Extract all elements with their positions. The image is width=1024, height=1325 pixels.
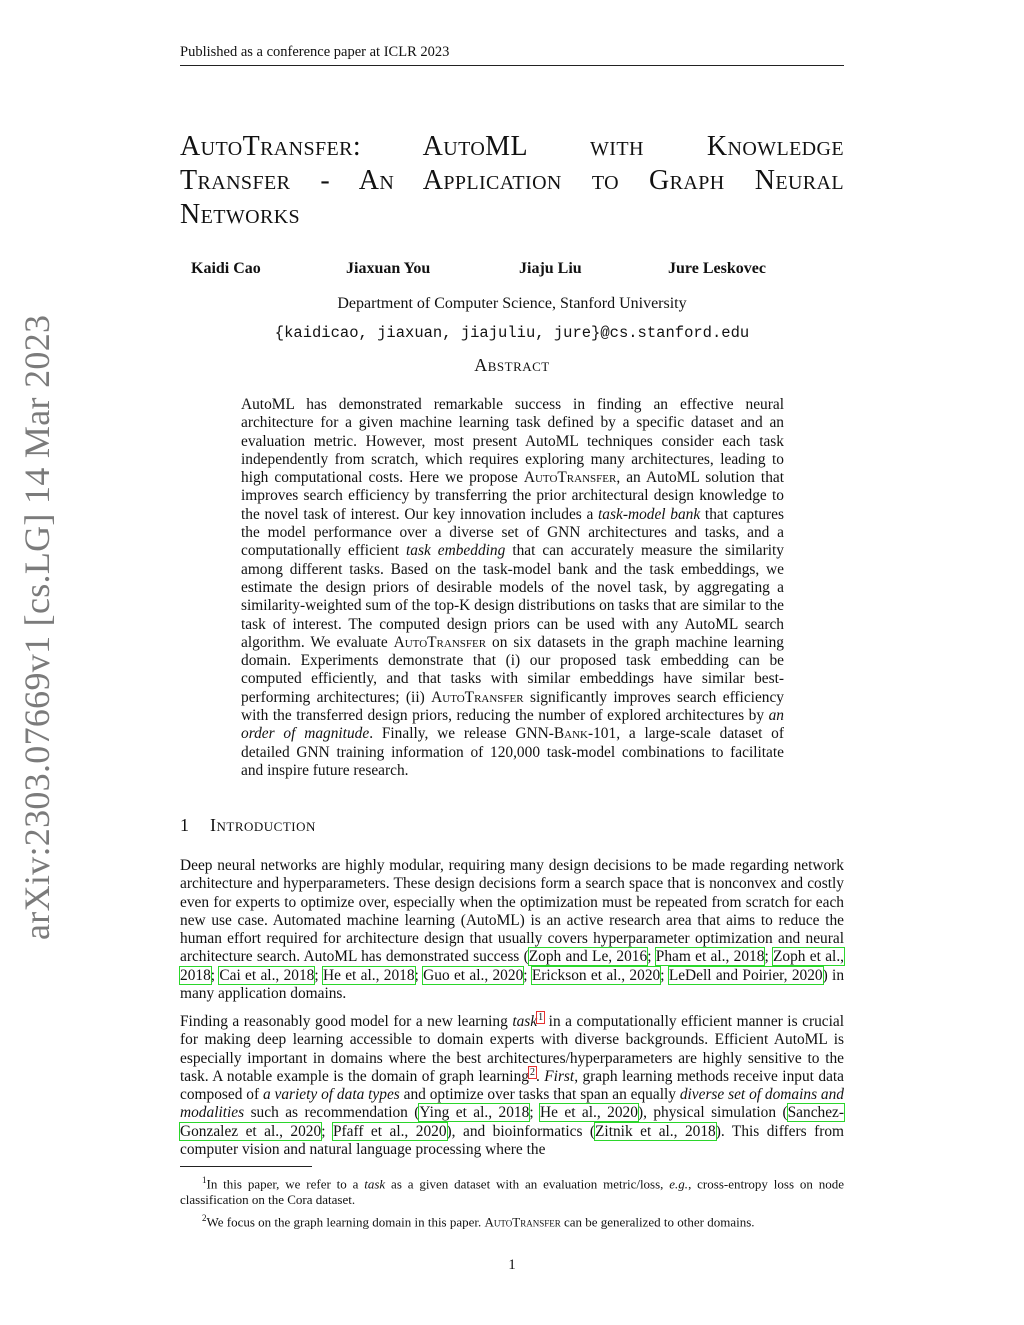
author-name: Jure Leskovec	[668, 260, 766, 277]
title-line-3: Networks	[180, 199, 301, 230]
footnote-ref[interactable]: 2	[529, 1066, 535, 1078]
footnote-divider	[180, 1166, 312, 1167]
abstract-heading: Abstract	[474, 355, 550, 375]
footnotes	[180, 1172, 844, 1233]
citation-link[interactable]: He et al., 2018	[322, 966, 415, 984]
citation-link[interactable]: Zitnik et al., 2018	[595, 1122, 716, 1140]
footnote-ref[interactable]: 1	[538, 1011, 544, 1023]
citation-link[interactable]: Pfaff et al., 2020	[332, 1122, 447, 1140]
citation-link[interactable]: Zoph and Le, 2016	[528, 948, 648, 966]
author-name: Jiaju Liu	[519, 260, 582, 277]
citation-link[interactable]: Cai et al., 2018	[219, 966, 315, 984]
section-heading-introduction	[180, 815, 316, 836]
title-line-2: Transfer - An Application to Graph Neural	[180, 165, 844, 196]
paper-title	[180, 130, 844, 232]
intro-paragraph-1: Deep neural networks are highly modular, requiring many design decisions to be made regarding network architecture and hyperparameters. These design decisions form a search space that is nonconvex and costly even for experts to optimize over, especially when the optimization must be repeated from scratch for each new use case. Automated machine learning (AutoML) is an active research area that aims to reduce the human effort required for architecture design that usually covers hyperparameter optimization and neural architecture search. AutoML has demonstrated success (Zoph and Le, 2016; Pham et al., 2018; Zoph et al., 2018; Cai et al., 2018; He et al., 2018; Guo et al., 2020; Erickson et al., 2020; LeDell and Poirier, 2020) in many application domains.	[180, 857, 845, 1003]
section-number: 1	[180, 815, 189, 835]
citation-link[interactable]: Erickson et al., 2020	[531, 966, 661, 984]
abstract-body: AutoML has demonstrated remarkable success in finding an effective neural architecture for a given machine learning task defined by a specific dataset and an evaluation metric. However, most present AutoML techniques consider each task independently from scratch, which requires exploring many architectures, leading to high computational costs. Here we propose AutoTransfer, an AutoML solution that improves search efficiency by transferring the prior architectural design knowledge to the novel task of interest. Our key innovation includes a task-model bank that captures the model performance over a diverse set of GNN architectures and tasks, and a computationally efficient task embedding that can accurately measure the similarity among different tasks. Based on the task-model bank and the task embeddings, we estimate the design priors of desirable models of the novel task, by aggregating a similarity-weighted sum of the top-K design distributions on tasks that are similar to the task of interest. The computed design priors can be used with any AutoML search algorithm. We evaluate AutoTransfer on six datasets in the graph machine learning domain. Experiments demonstrate that (i) our proposed task embedding can be computed efficiently, and that tasks with similar embeddings have similar best-performing architectures; (ii) AutoTransfer significantly improves search efficiency with the transferred design priors, reducing the number of explored architectures by an order of magnitude. Finally, we release GNN-Bank-101, a large-scale dataset of detailed GNN training information of 120,000 task-model combinations to facilitate and inspire future research.	[241, 396, 785, 779]
citation-link[interactable]: Sanchez-Gonzalez et al., 2020	[180, 1104, 845, 1140]
citation-link[interactable]: Guo et al., 2020	[423, 966, 524, 984]
footnote-1: $^1$In this paper, we refer to a task as a given dataset with an evaluation metric/loss, e.g., cross-entropy loss on node classification on the Cora dataset.	[180, 1175, 844, 1208]
author-name: Kaidi Cao	[191, 260, 261, 277]
running-header: Published as a conference paper at ICLR 2023	[180, 44, 844, 66]
citation-link[interactable]: Zoph et al., 2018	[180, 948, 845, 984]
author-name: Jiaxuan You	[346, 260, 431, 277]
citation-link[interactable]: LeDell and Poirier, 2020	[668, 966, 823, 984]
intro-paragraph-2: Finding a reasonably good model for a new learning task$^1$ in a computationally efficient manner is crucial for making deep learning accessible to domain experts with diverse backgrounds. Efficient AutoML is especially important in domains where the best architectures/hyperparameters are highly sensitive to the task. A notable example is the domain of graph learning$^2$. First, graph learning methods receive input data composed of a variety of data types and optimize over tasks that span an equally diverse set of domains and modalities such as recommendation (Ying et al., 2018; He et al., 2020), physical simulation (Sanchez-Gonzalez et al., 2020; Pfaff et al., 2020), and bioinformatics (Zitnik et al., 2018). This differs from computer vision and natural language processing where the	[180, 1011, 845, 1159]
author-emails: {kaidicao, jiaxuan, jiajuliu, jure}@cs.stanford.edu	[274, 324, 750, 342]
citation-link[interactable]: Ying et al., 2018	[419, 1104, 530, 1122]
page-number: 1	[508, 1257, 516, 1273]
title-line-1: AutoTransfer: AutoML with Knowledge	[180, 131, 844, 162]
citation-link[interactable]: He et al., 2020	[540, 1104, 638, 1122]
arxiv-stamp: arXiv:2303.07669v1 [cs.LG] 14 Mar 2023	[17, 314, 57, 940]
citation-link[interactable]: Pham et al., 2018	[655, 948, 765, 966]
footnote-2: $^2$We focus on the graph learning domain in this paper. AutoTransfer can be generalized to other domains.	[202, 1213, 755, 1230]
affiliation: Department of Computer Science, Stanford University	[337, 295, 687, 312]
section-title: Introduction	[210, 815, 316, 835]
